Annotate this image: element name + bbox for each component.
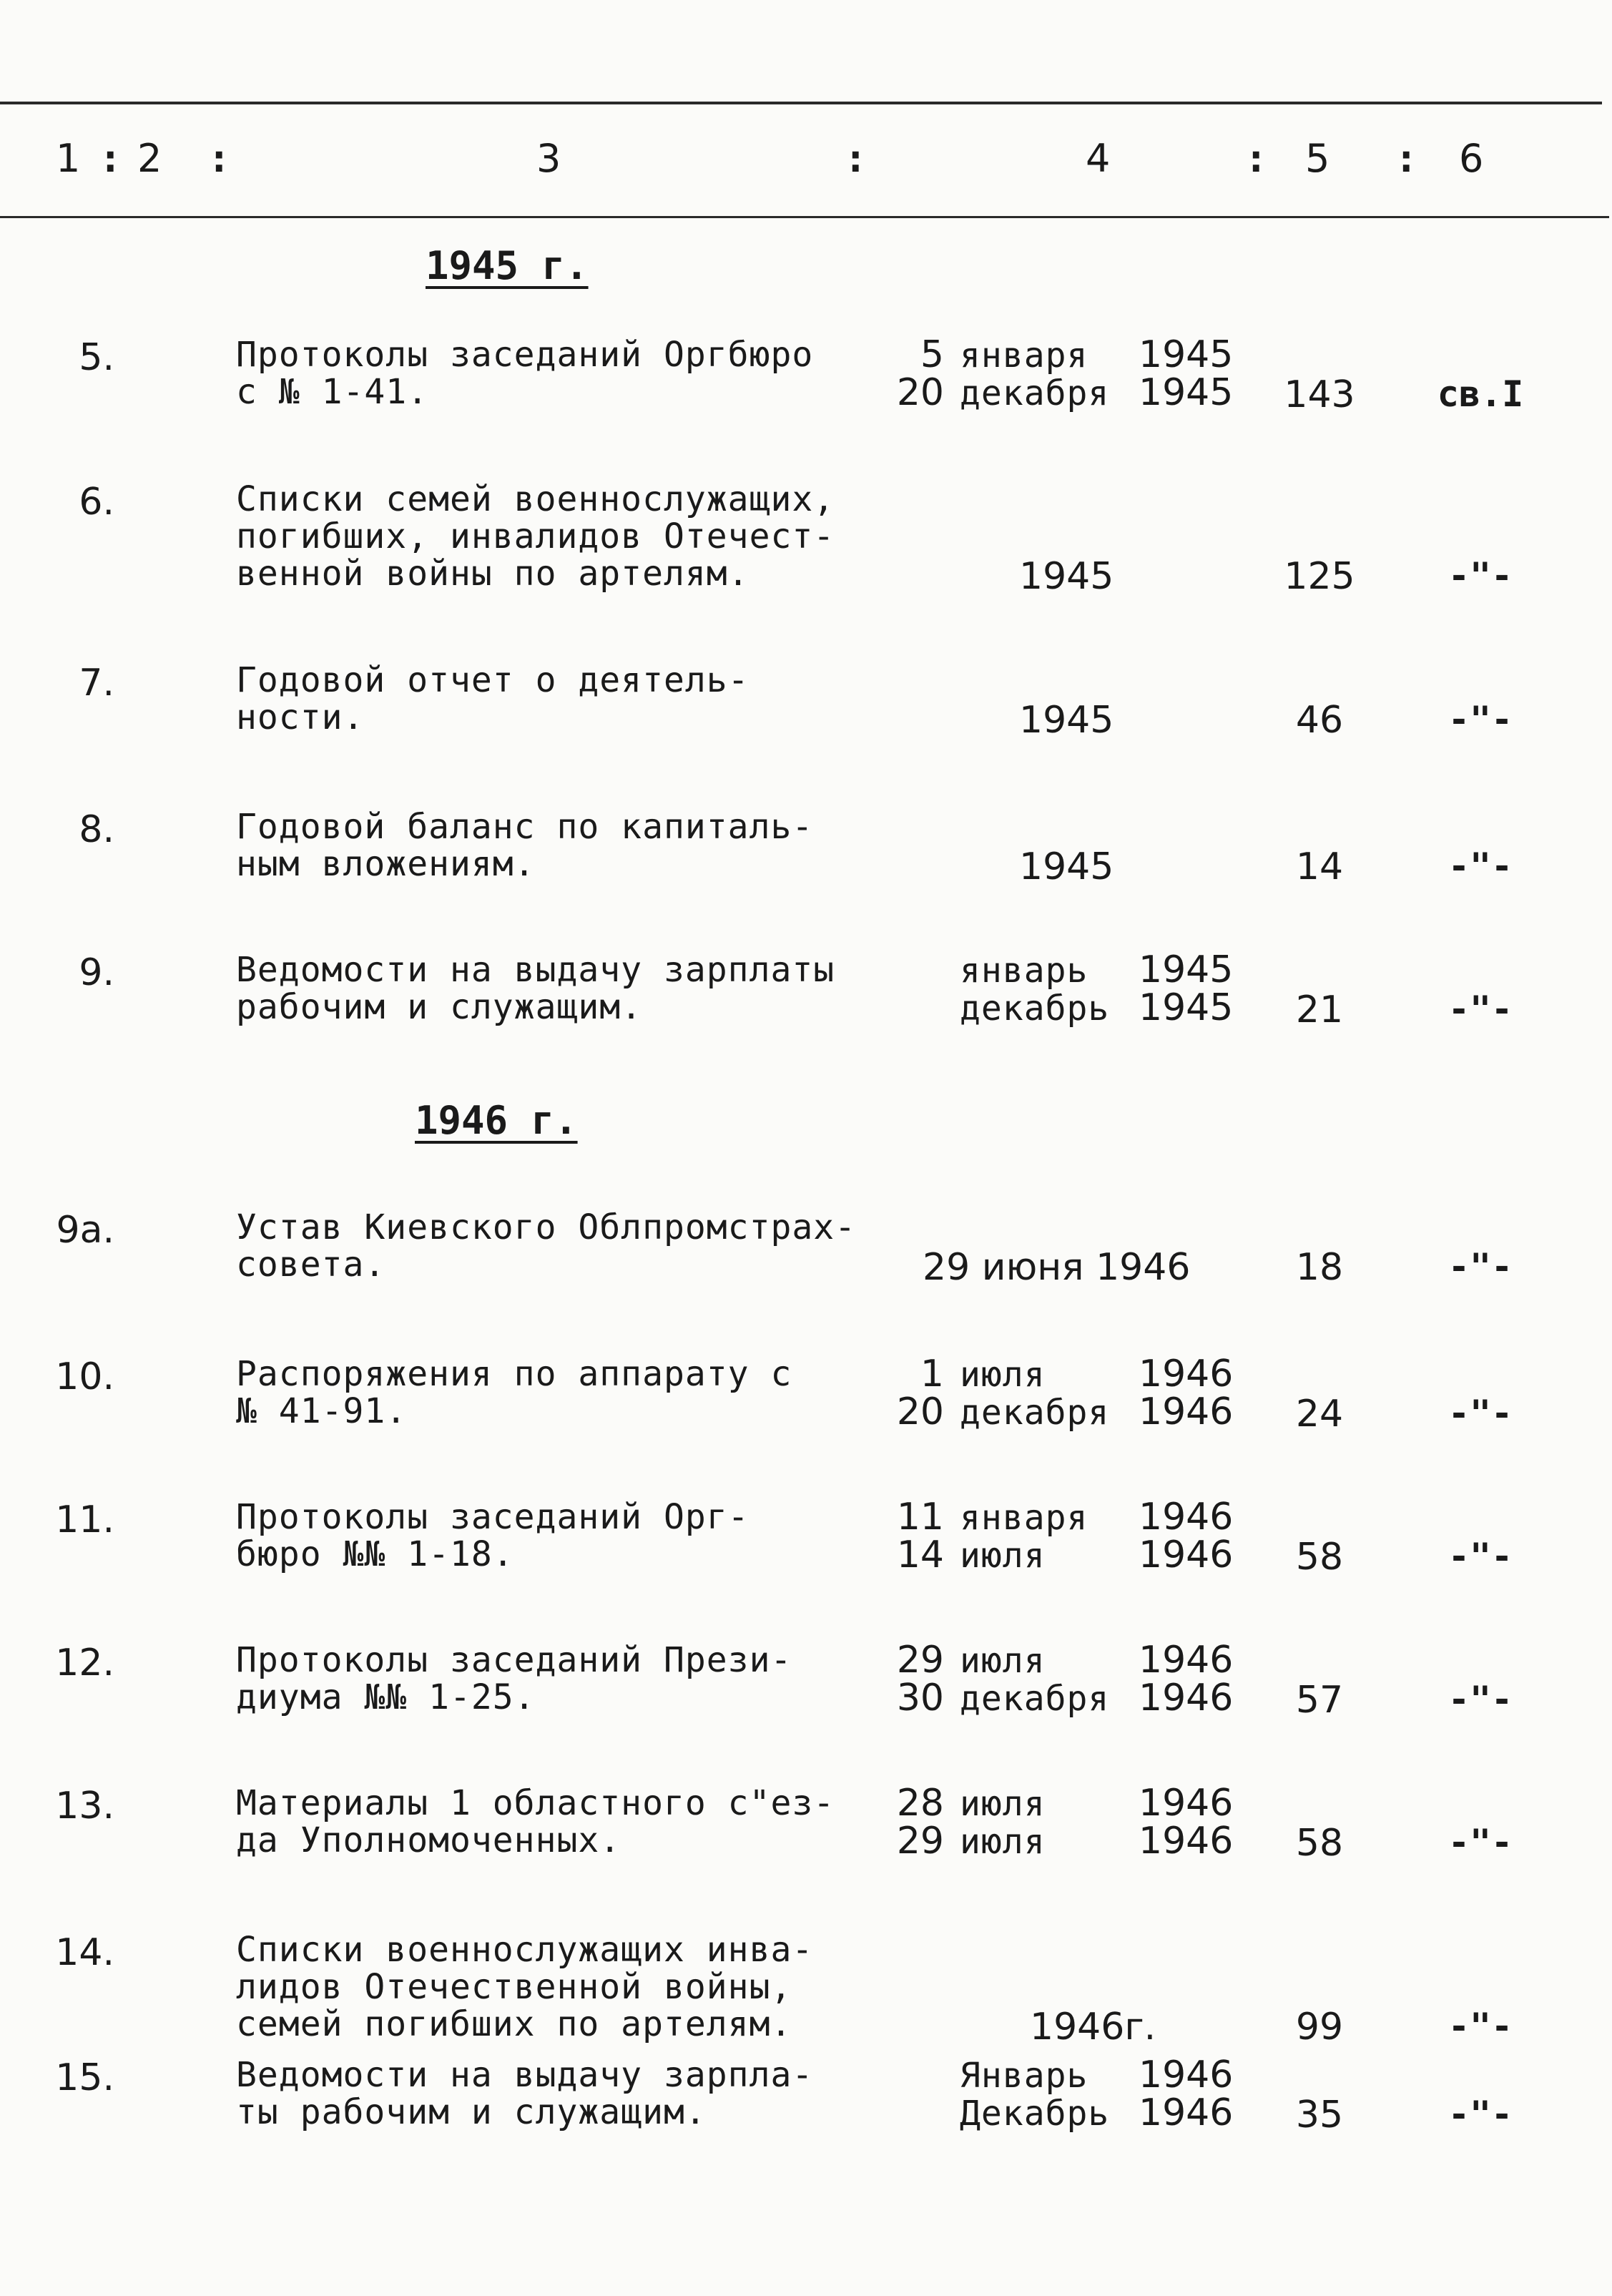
date-month: января [960, 335, 1088, 376]
date-month: декабря [960, 373, 1110, 413]
date-day: 14 [896, 1534, 944, 1576]
remarks: -"- [1448, 2006, 1513, 2047]
remarks: -"- [1448, 555, 1513, 597]
date-day: 30 [896, 1677, 944, 1719]
single-date: 29 июня 1946 [923, 1246, 1191, 1289]
remarks: -"- [1448, 2094, 1513, 2135]
remarks: -"- [1448, 988, 1513, 1030]
column-separator: : [99, 136, 122, 181]
date-month: июля [960, 1641, 1046, 1681]
row-number: 9а. [56, 1209, 114, 1252]
row-number: 10. [55, 1355, 114, 1398]
sheet-count: 99 [1295, 2006, 1344, 2049]
year-heading: 1945 г. [426, 243, 589, 288]
date-range [894, 2056, 1233, 2132]
date-year: 1946 [1139, 1534, 1234, 1576]
date-day: 29 [896, 1639, 944, 1682]
row-number: 9. [79, 951, 114, 994]
date-month: июля [960, 1784, 1046, 1824]
sheet-count: 58 [1295, 1822, 1344, 1865]
date-month: июля [960, 1536, 1046, 1576]
date-line [894, 1820, 1234, 1863]
date-range [894, 948, 1234, 1029]
row-title: Списки семей военнослужащих, погибших, инвалидов Отечест- венной войны по артелям. [236, 479, 835, 594]
date-month: декабрь [960, 988, 1110, 1029]
date-year: 1946 [1139, 1820, 1234, 1863]
date-range [894, 1782, 1234, 1863]
date-line [894, 1782, 1234, 1825]
sheet-count: 18 [1295, 1246, 1344, 1289]
sheet-count: 21 [1295, 988, 1344, 1031]
remarks: -"- [1448, 699, 1513, 740]
column-header-3: 3 [536, 136, 561, 181]
row-title: Протоколы заседаний Орг- бюро №№ 1-18. [236, 1497, 750, 1574]
date-month: январь [960, 951, 1088, 991]
date-year: 1945 [1139, 948, 1234, 991]
row-title: Ведомости на выдачу зарплаты рабочим и служащим. [236, 950, 835, 1027]
date-year: 1946 [1139, 1390, 1234, 1433]
row-title: Протоколы заседаний Прези- диума №№ 1-25. [236, 1640, 792, 1717]
row-number: 8. [79, 808, 114, 851]
column-separator: : [207, 136, 231, 181]
row-number: 5. [79, 336, 114, 379]
date-line [894, 1390, 1234, 1433]
header-bottom-rule [0, 216, 1609, 218]
date-range [894, 1639, 1234, 1719]
row-number: 13. [55, 1785, 114, 1828]
remarks: -"- [1448, 845, 1513, 887]
date-year: 1946 [1139, 2091, 1234, 2134]
date-month: января [960, 1498, 1088, 1538]
date-year: 1946 [1139, 1782, 1234, 1825]
row-number: 12. [55, 1642, 114, 1684]
date-range [894, 1498, 1233, 1574]
remarks: -"- [1448, 1679, 1513, 1720]
remarks: -"- [1448, 1822, 1513, 1863]
row-title: Распоряжения по аппарату с № 41-91. [236, 1354, 792, 1431]
sheet-count: 143 [1284, 373, 1355, 416]
row-number: 14. [55, 1931, 114, 1974]
date-line [894, 1639, 1234, 1682]
date-day: 20 [896, 371, 944, 414]
date-line [894, 2091, 1234, 2134]
column-separator: : [1395, 136, 1418, 181]
sheet-count: 125 [1284, 555, 1355, 598]
date-year: 1945 [1139, 986, 1234, 1029]
date-day: 11 [896, 1496, 944, 1539]
column-separator: : [1244, 136, 1268, 181]
date-day: 1 [920, 1353, 944, 1395]
single-date: 1945 [1019, 555, 1114, 598]
row-title: Протоколы заседаний Оргбюро с № 1-41. [236, 335, 814, 412]
date-range [894, 333, 1234, 414]
year-heading: 1946 г. [415, 1098, 578, 1143]
remarks: св.I [1437, 373, 1524, 415]
remarks: -"- [1448, 1246, 1513, 1287]
date-month: июля [960, 1822, 1046, 1862]
sheet-count: 46 [1295, 699, 1344, 742]
date-year: 1946 [1139, 2054, 1234, 2096]
date-day: 29 [896, 1820, 944, 1863]
date-year: 1945 [1139, 371, 1234, 414]
row-title: Списки военнослужащих инва- лидов Отечественной войны, семей погибших по артелям. [236, 1930, 814, 2044]
row-number: 15. [55, 2056, 114, 2099]
date-line [894, 1679, 1233, 1717]
row-number: 6. [79, 481, 114, 524]
date-line [894, 1536, 1233, 1574]
sheet-count: 57 [1295, 1679, 1344, 1722]
row-title: Годовой отчет о деятель- ности. [236, 660, 750, 737]
date-day: 20 [896, 1390, 944, 1433]
row-title: Годовой баланс по капиталь- ным вложениям. [236, 807, 814, 884]
date-year: 1945 [1139, 333, 1234, 376]
date-line [894, 333, 1234, 376]
date-line [894, 1496, 1234, 1539]
date-month: июля [960, 1355, 1046, 1395]
date-line [894, 2056, 1233, 2094]
date-range [894, 1355, 1233, 1431]
column-header-4: 4 [1086, 136, 1111, 181]
date-line [894, 948, 1234, 991]
date-day: 28 [896, 1782, 944, 1825]
single-date: 1945 [1019, 845, 1114, 888]
date-line [894, 1355, 1233, 1393]
date-year: 1946 [1139, 1639, 1234, 1682]
sheet-count: 58 [1295, 1536, 1344, 1579]
date-year: 1946 [1139, 1353, 1234, 1395]
single-date: 1945 [1019, 699, 1114, 742]
column-header-6: 6 [1459, 136, 1484, 181]
remarks: -"- [1448, 1393, 1513, 1434]
single-date: 1946г. [1030, 2006, 1156, 2049]
column-header-1: 1 [56, 136, 81, 181]
row-title: Устав Киевского Облпромстрах- совета. [236, 1207, 857, 1285]
date-month: декабря [960, 1679, 1110, 1719]
date-month: Декабрь [960, 2094, 1110, 2134]
date-line [894, 371, 1234, 414]
date-line [894, 986, 1234, 1029]
row-title: Ведомости на выдачу зарпла- ты рабочим и служащим. [236, 2055, 814, 2132]
sheet-count: 14 [1295, 845, 1344, 888]
sheet-count: 35 [1295, 2094, 1344, 2136]
date-month: декабря [960, 1393, 1110, 1433]
row-title: Материалы 1 областного с"ез- да Уполномоченных. [236, 1783, 835, 1860]
date-year: 1946 [1139, 1677, 1234, 1719]
header-top-rule [0, 102, 1602, 104]
date-day: 5 [920, 333, 944, 376]
column-separator: : [844, 136, 868, 181]
sheet-count: 24 [1295, 1393, 1344, 1436]
column-header-5: 5 [1305, 136, 1330, 181]
row-number: 11. [55, 1498, 114, 1541]
date-year: 1946 [1139, 1496, 1234, 1539]
date-month: Январь [960, 2056, 1088, 2096]
row-number: 7. [79, 662, 114, 705]
column-header-2: 2 [137, 136, 162, 181]
remarks: -"- [1448, 1536, 1513, 1577]
